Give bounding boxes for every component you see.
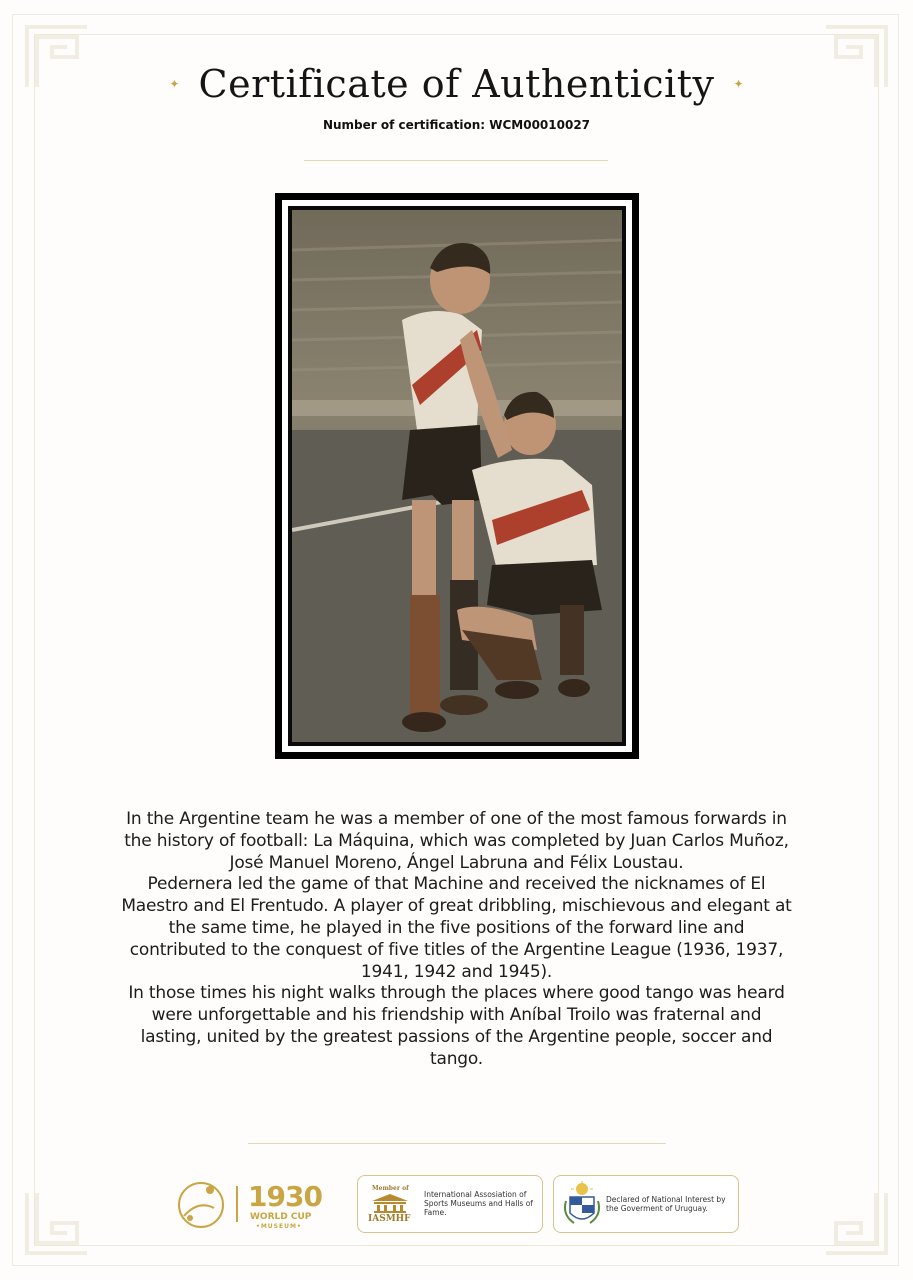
museum-line1: WORLD CUP xyxy=(250,1212,312,1222)
paragraph-la-maquina: In the Argentine team he was a member of one of the most famous forwards in the history of football: La Máquina, which was completed by Juan Carlos Muñoz, José Manuel Moreno, Ángel Labruna and Félix Loustau. xyxy=(124,809,789,873)
uruguay-badge xyxy=(553,1175,739,1233)
museum-line2: •MUSEUM• xyxy=(256,1223,302,1230)
description-text xyxy=(120,809,793,1071)
footer-divider xyxy=(248,1143,666,1144)
page-title: Certificate of Authenticity xyxy=(198,62,715,106)
photo-frame xyxy=(275,193,639,759)
star-icon: ✦ xyxy=(733,77,744,91)
member-of-label: Member of xyxy=(372,1185,409,1192)
title-row xyxy=(0,62,913,106)
vintage-photo-two-footballers-icon xyxy=(292,210,622,742)
certification-number: Number of certification: WCM00010027 xyxy=(322,118,591,132)
uruguay-declaration: Declared of National Interest by the Goverment of Uruguay. xyxy=(606,1195,726,1213)
logo-separator xyxy=(236,1186,238,1222)
star-icon: ✦ xyxy=(169,77,180,91)
football-player-emblem-icon xyxy=(174,1180,228,1230)
world-cup-museum-logo xyxy=(170,1172,340,1236)
iasmhf-acronym: IASMHF xyxy=(368,1214,411,1224)
greek-key-ornament-bottom-right xyxy=(821,1188,891,1258)
museum-building-icon xyxy=(370,1193,410,1213)
greek-key-ornament-bottom-left xyxy=(22,1188,92,1258)
iasmhf-badge xyxy=(357,1175,543,1233)
paragraph-tango: In those times his night walks through the places where good tango was heard were unforgettable and his friendship with Aníbal Troilo was fraternal and lasting, united by the greatest passions of the Argentine people, soccer and tango. xyxy=(128,983,785,1069)
uruguay-coat-of-arms-icon xyxy=(562,1181,602,1227)
iasmhf-description: International Assosiation of Sports Museums and Halls of Fame. xyxy=(424,1190,533,1217)
title-divider xyxy=(304,160,608,161)
paragraph-pedernera: Pedernera led the game of that Machine and received the nicknames of El Maestro and El Frentudo. A player of great dribbling, mischievous and elegant at the same time, he played in the five positions of the forward line and contributed to the conquest of five titles of the Argentine League (1936, 1937, 1941, 1942 and 1945). xyxy=(121,874,792,982)
museum-year: 1930 xyxy=(248,1180,322,1213)
